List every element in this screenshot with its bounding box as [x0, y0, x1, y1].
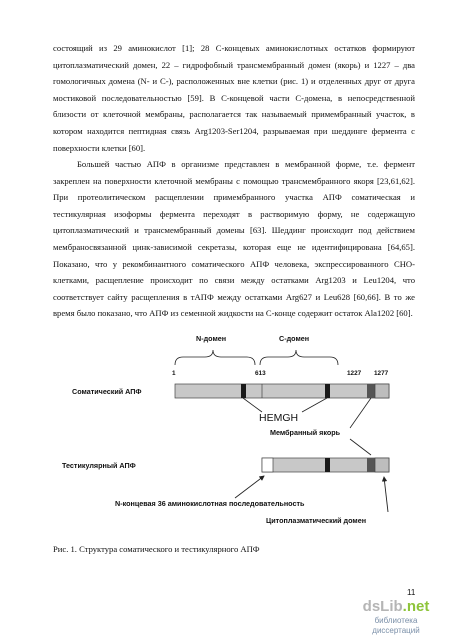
hemgh-pointer-2 [302, 398, 327, 412]
n-terminal-arrow [235, 476, 264, 498]
position-613: 613 [255, 370, 266, 377]
cytoplasmic-arrow [384, 477, 388, 512]
n-domain-brace [175, 350, 255, 365]
n-domain-label: N-домен [196, 334, 227, 343]
hemgh-pointer-1 [243, 398, 262, 412]
c-domain-brace [260, 350, 338, 365]
watermark-subtitle: библиотека диссертаций [372, 616, 420, 635]
anchor-pointer-somatic [350, 398, 371, 428]
membrane-anchor-label: Мембранный якорь [270, 428, 341, 437]
hemgh-label: HEMGH [259, 412, 299, 424]
testicular-ace-label: Тестикулярный АПФ [62, 461, 136, 470]
somatic-ace-label: Соматический АПФ [72, 387, 142, 396]
n-terminal-seq-label: N-концевая 36 аминокислотная последовательность [115, 499, 305, 508]
somatic-ace-bar [175, 384, 389, 398]
cytoplasmic-domain-label: Цитоплазматический домен [266, 516, 367, 525]
page-number: 11 [407, 588, 416, 597]
paragraph-2: Большей частью АПФ в организме представлен в мембранной форме, т.е. фермент закреплен на поверхности клеточной мембраны с помощью трансмембранного якоря [23,61,62]. При протеолитическом расщеплении примембранного участка АПФ соматическая и тестикулярная изоформы фермента переходят в растворимую форму, не содержащую цитоплазматический и трансмембранный домены [63]. Шеддинг происходит под действием мембраносвязанной цинк-зависимой секретазы, которая еще не идентифицирована [64,65]. Показано, что у рекомбинантного соматического АПФ человека, экспрессированного CHO-клетками, расщепление происходит по связи между остатками Arg1203 и Leu1204, что соответствует сайту расщепления в тАПФ между остатками Arg627 и Leu628 [60,66]. В то же время было показано, что АПФ из семенной жидкости на С-конце содержит остаток Ala1202 [60]. [53, 159, 415, 319]
watermark-logo: dsLib.net [362, 598, 430, 615]
anchor-pointer-testicular [350, 439, 371, 455]
paragraph-1: состоящий из 29 аминокислот [1]; 28 С-концевых аминокислотных остатков формируют цитоплазматический домен, 22 – гидрофобный трансмембранный домен (якорь) и 1227 – два гомологичных домена (N- и С-), расположенных вне клетки (рис. 1) и отделенных друг от друга мостиковой последовательностью [59]. В С-концевой части С-домена, в непосредственной близости от клеточной мембраны, располагается так называемый примембранный участок, в котором находится пептидная связь Arg1203-Ser1204, разрываемая при шеддинге фермента с поверхности клетки [60]. [53, 43, 415, 153]
position-1227: 1227 [347, 370, 362, 377]
position-1277: 1277 [374, 370, 389, 377]
figure-caption: Рис. 1. Структура соматического и тестикулярного АПФ [53, 544, 260, 554]
watermark [350, 598, 442, 636]
position-1: 1 [172, 370, 176, 377]
testicular-ace-bar [262, 458, 389, 472]
c-domain-label: С-домен [279, 334, 310, 343]
